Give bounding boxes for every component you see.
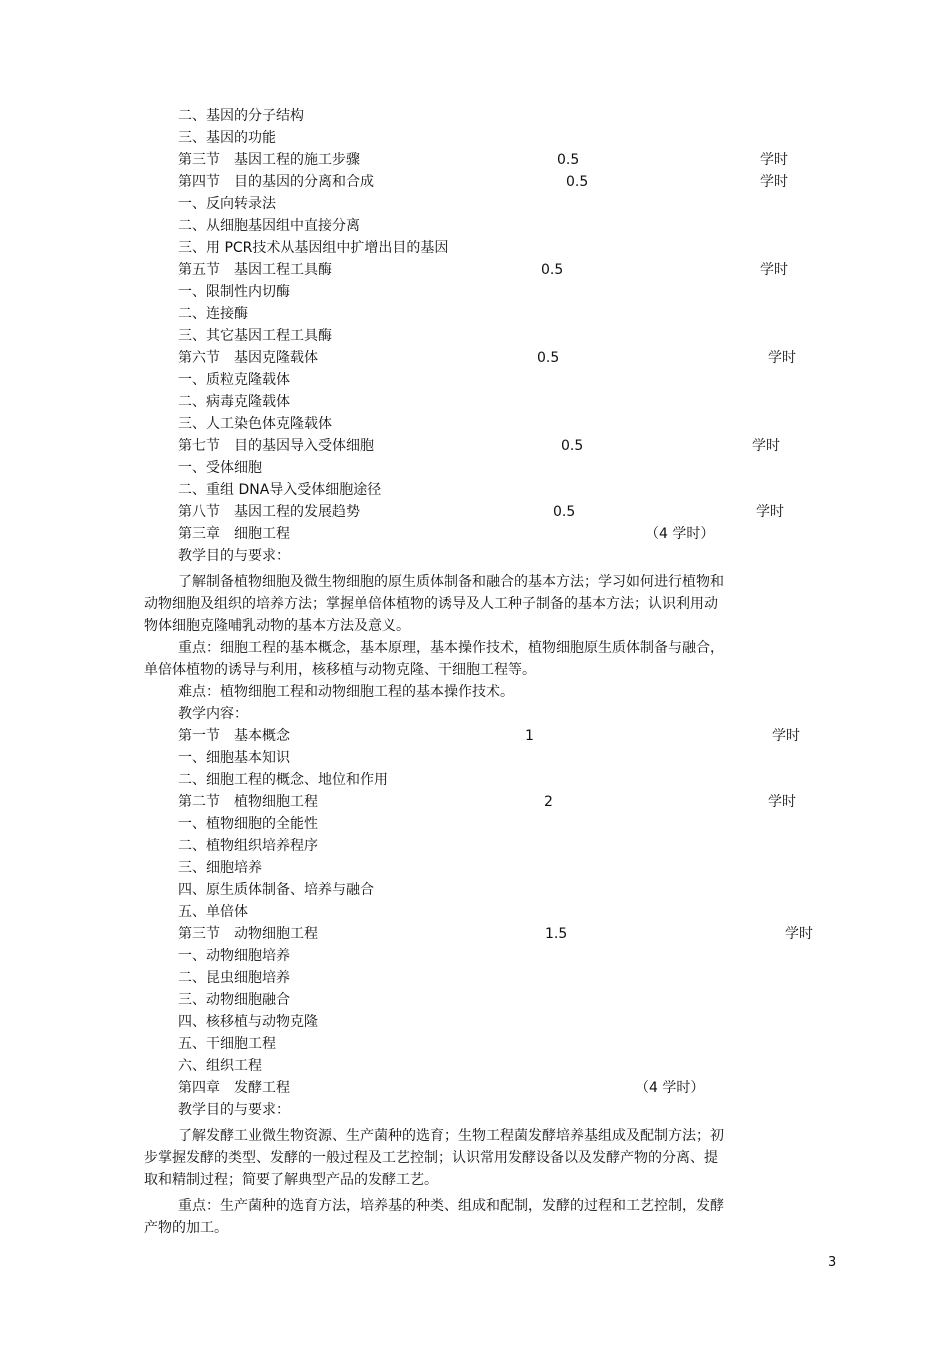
toc-row (0, 1077, 950, 1099)
text-line (0, 615, 950, 637)
line-text: 五、干细胞工程 (178, 1036, 276, 1052)
text-line (0, 637, 950, 659)
text-line (0, 303, 950, 325)
toc-row (0, 259, 950, 281)
hours-unit: 学时 (756, 504, 784, 520)
text-line (0, 391, 950, 413)
hours-value: 1 (525, 728, 534, 744)
line-text: 二、连接酶 (178, 306, 248, 322)
line-text: 三、基因的功能 (178, 130, 276, 146)
line-text: 一、反向转录法 (178, 196, 276, 212)
line-text: 第三节 动物细胞工程 (178, 926, 318, 942)
text-line (0, 703, 950, 725)
line-text: 二、植物组织培养程序 (178, 838, 318, 854)
line-text: 重点：生产菌种的选育方法，培养基的种类、组成和配制，发酵的过程和工艺控制，发酵 (178, 1198, 724, 1214)
text-line (0, 325, 950, 347)
text-line (0, 1011, 950, 1033)
text-line (0, 1169, 950, 1191)
toc-row (0, 171, 950, 193)
line-text: 一、细胞基本知识 (178, 750, 290, 766)
hours-value: 1.5 (545, 926, 568, 942)
line-text: 产物的加工。 (144, 1220, 228, 1236)
hours-unit: 学时 (760, 152, 788, 168)
hours-value: 2 (544, 794, 553, 810)
hours-unit: 学时 (768, 794, 796, 810)
hours-unit: 学时 (760, 262, 788, 278)
toc-row (0, 149, 950, 171)
line-text: 二、细胞工程的概念、地位和作用 (178, 772, 388, 788)
line-text: 第七节 目的基因导入受体细胞 (178, 438, 374, 454)
toc-row (0, 523, 950, 545)
text-line (0, 813, 950, 835)
text-line (0, 369, 950, 391)
line-text: 第三章 细胞工程 (178, 526, 290, 542)
line-text: 一、动物细胞培养 (178, 948, 290, 964)
text-line (0, 659, 950, 681)
text-line (0, 747, 950, 769)
line-text: 二、基因的分子结构 (178, 108, 304, 124)
text-line (0, 1195, 950, 1217)
toc-row (0, 791, 950, 813)
line-text: 二、病毒克隆载体 (178, 394, 290, 410)
line-text: 第八节 基因工程的发展趋势 (178, 504, 360, 520)
line-text: 重点：细胞工程的基本概念，基本原理，基本操作技术，植物细胞原生质体制备与融合， (178, 640, 724, 656)
line-text: 一、受体细胞 (178, 460, 262, 476)
text-line (0, 1099, 950, 1121)
text-line (0, 1055, 950, 1077)
text-line (0, 967, 950, 989)
line-text: 四、原生质体制备、培养与融合 (178, 882, 374, 898)
line-text: 三、人工染色体克隆载体 (178, 416, 332, 432)
text-line (0, 281, 950, 303)
text-line (0, 545, 950, 567)
line-text: 教学目的与要求： (178, 548, 290, 564)
line-text: 三、细胞培养 (178, 860, 262, 876)
line-text: 取和精制过程；简要了解典型产品的发酵工艺。 (144, 1172, 438, 1188)
text-line (0, 1125, 950, 1147)
line-text: 二、从细胞基因组中直接分离 (178, 218, 360, 234)
line-text: 三、动物细胞融合 (178, 992, 290, 1008)
text-line (0, 479, 950, 501)
text-line (0, 215, 950, 237)
hours-unit: 学时 (768, 350, 796, 366)
line-text: 五、单倍体 (178, 904, 248, 920)
text-line (0, 945, 950, 967)
toc-row (0, 347, 950, 369)
line-text: 教学目的与要求： (178, 1102, 290, 1118)
line-text: 三、其它基因工程工具酶 (178, 328, 332, 344)
line-text: 一、限制性内切酶 (178, 284, 290, 300)
hours-unit: （4 学时） (645, 526, 715, 542)
line-text: 了解制备植物细胞及微生物细胞的原生质体制备和融合的基本方法；学习如何进行植物和 (178, 574, 724, 590)
line-text: 动物细胞及组织的培养方法；掌握单倍体植物的诱导及人工种子制备的基本方法；认识利用动 (144, 596, 718, 612)
line-text: 第三节 基因工程的施工步骤 (178, 152, 360, 168)
text-line (0, 769, 950, 791)
text-line (0, 457, 950, 479)
hours-value: 0.5 (541, 262, 564, 278)
hours-unit: 学时 (772, 728, 800, 744)
text-line (0, 1147, 950, 1169)
line-text: 三、用 PCR技术从基因组中扩增出目的基因 (178, 240, 449, 256)
hours-value: 0.5 (537, 350, 560, 366)
line-text: 第四节 目的基因的分离和合成 (178, 174, 374, 190)
line-text: 第五节 基因工程工具酶 (178, 262, 332, 278)
line-text: 步掌握发酵的类型、发酵的一般过程及工艺控制；认识常用发酵设备以及发酵产物的分离、提 (144, 1150, 718, 1166)
line-text: 物体细胞克隆哺乳动物的基本方法及意义。 (144, 618, 410, 634)
text-line (0, 193, 950, 215)
line-text: 了解发酵工业微生物资源、生产菌种的选育；生物工程菌发酵培养基组成及配制方法；初 (178, 1128, 724, 1144)
page-number: 3 (828, 1255, 837, 1270)
text-line (0, 237, 950, 259)
hours-unit: 学时 (752, 438, 780, 454)
hours-value: 0.5 (553, 504, 576, 520)
toc-row (0, 725, 950, 747)
hours-value: 0.5 (557, 152, 580, 168)
text-line (0, 857, 950, 879)
hours-unit: 学时 (760, 174, 788, 190)
line-text: 教学内容： (178, 706, 248, 722)
text-line (0, 989, 950, 1011)
text-line (0, 413, 950, 435)
line-text: 第一节 基本概念 (178, 728, 290, 744)
text-line (0, 879, 950, 901)
text-line (0, 1033, 950, 1055)
text-line (0, 681, 950, 703)
hours-unit: （4 学时） (635, 1080, 705, 1096)
line-text: 单倍体植物的诱导与利用，核移植与动物克隆、干细胞工程等。 (144, 662, 536, 678)
line-text: 第二节 植物细胞工程 (178, 794, 318, 810)
text-line (0, 593, 950, 615)
line-text: 第四章 发酵工程 (178, 1080, 290, 1096)
line-text: 六、组织工程 (178, 1058, 262, 1074)
line-text: 一、植物细胞的全能性 (178, 816, 318, 832)
line-text: 四、核移植与动物克隆 (178, 1014, 318, 1030)
hours-unit: 学时 (785, 926, 813, 942)
text-line (0, 127, 950, 149)
line-text: 一、质粒克隆载体 (178, 372, 290, 388)
text-line (0, 571, 950, 593)
hours-value: 0.5 (566, 174, 589, 190)
line-text: 二、重组 DNA导入受体细胞途径 (178, 482, 382, 498)
text-line (0, 105, 950, 127)
toc-row (0, 923, 950, 945)
toc-row (0, 501, 950, 523)
text-line (0, 835, 950, 857)
text-line (0, 1217, 950, 1239)
text-line (0, 901, 950, 923)
hours-value: 0.5 (561, 438, 584, 454)
toc-row (0, 435, 950, 457)
line-text: 第六节 基因克隆载体 (178, 350, 318, 366)
line-text: 难点：植物细胞工程和动物细胞工程的基本操作技术。 (178, 684, 514, 700)
line-text: 二、昆虫细胞培养 (178, 970, 290, 986)
